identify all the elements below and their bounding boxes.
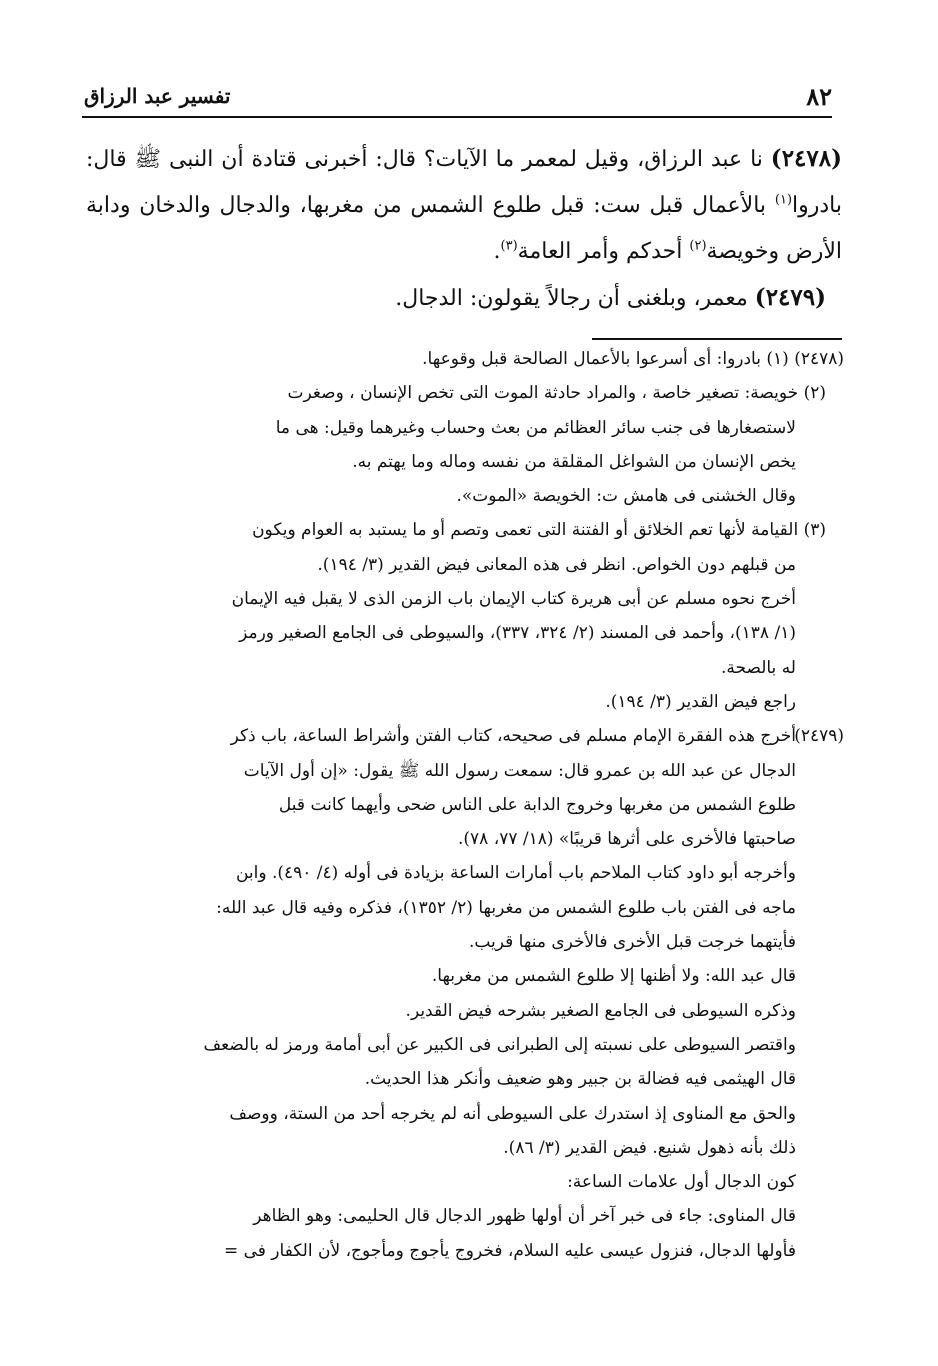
- hadith-2479: [86, 275, 842, 322]
- footnote-line: كون الدجال أول علامات الساعة:: [567, 1172, 796, 1193]
- main-text: [86, 136, 842, 322]
- hadith-text: بالأعمال قبل ست: قبل طلوع الشمس من مغربها، والدجال والدخان ودابة الأرض وخويصة: [86, 193, 842, 264]
- page-header: [84, 82, 832, 112]
- footnote-ref: (٢): [689, 238, 707, 254]
- footnote-line: وأخرجه أبو داود كتاب الملاحم باب أمارات الساعة بزيادة فى أوله (٤/ ٤٩٠). وابن: [235, 863, 796, 884]
- header-rule: [82, 116, 832, 118]
- footnote-line: قال المناوى: جاء فى خبر آخر أن أولها ظهور الدجال قال الحليمى: وهو الظاهر: [253, 1206, 796, 1227]
- hadith-text: .: [493, 239, 501, 264]
- footnote-ref: (١): [774, 192, 793, 208]
- footnote-line: لاستصغارها فى جنب سائر العظائم من بعث وحساب وغيرهما وقيل: هى ما: [275, 417, 796, 438]
- footnote-line: [92, 719, 844, 753]
- footnote-label: (٢٤٧٩): [794, 726, 844, 747]
- hadith-text: نا عبد الرزاق، وقيل لمعمر ما الآيات؟ قال: أخبرنى قتادة أن النبى ﷺ قال: بادروا: [86, 147, 842, 218]
- hadith-number: (٢٤٧٩): [754, 284, 826, 311]
- hadith-number: (٢٤٧٨): [770, 145, 842, 172]
- footnote-separator: [592, 338, 842, 340]
- footnote-line: راجع فيض القدير (٣/ ١٩٤).: [605, 691, 796, 712]
- footnote-line: قال عبد الله: ولا أظنها إلا طلوع الشمس من مغربها.: [431, 966, 796, 987]
- footnote-line: (١/ ١٣٨)، وأحمد فى المسند (٢/ ٣٢٤، ٣٣٧)، والسيوطى فى الجامع الصغير ورمز: [239, 623, 796, 644]
- footnote-line: ماجه فى الفتن باب طلوع الشمس من مغربها (٢/ ١٣٥٢)، فذكره وفيه قال عبد الله:: [216, 897, 796, 918]
- footnotes: [92, 342, 844, 1268]
- footnote-line: أخرج نحوه مسلم عن أبى هريرة كتاب الإيمان باب الزمن الذى لا يقبل فيه الإيمان: [231, 589, 796, 610]
- hadith-text: أحدكم وأمر العامة: [517, 239, 690, 264]
- footnote-ref: (٣): [500, 238, 518, 254]
- footnote-line: له بالصحة.: [720, 657, 796, 678]
- hadith-2478: [86, 136, 842, 275]
- footnote-line: (٣) القيامة لأنها تعم الخلائق أو الفتنة التى تعمى وتصم أو ما يستبد به العوام ويكون: [252, 520, 826, 541]
- footnote-line: (٢) خويصة: تصغير خاصة ، والمراد حادثة الموت التى تخص الإنسان ، وصغرت: [287, 383, 826, 404]
- footnote-line: يخص الإنسان من الشواغل المقلقة من نفسه وماله وما يهتم به.: [352, 451, 796, 472]
- footnote-line: ذلك بأنه ذهول شنيع. فيض القدير (٣/ ٨٦).: [503, 1137, 796, 1158]
- footnote-line: (٢٤٧٨) (١) بادروا: أى أسرعوا بالأعمال الصالحة قبل وقوعها.: [422, 349, 844, 369]
- footnote-line: وذكره السيوطى فى الجامع الصغير بشرحه فيض القدير.: [405, 1000, 796, 1021]
- footnote-line: قال الهيثمى فيه فضالة بن جبير وهو ضعيف وأنكر هذا الحديث.: [364, 1069, 796, 1090]
- footnote-line: من قبلهم دون الخواص. انظر فى هذه المعانى فيض القدير (٣/ ١٩٤).: [317, 554, 796, 575]
- footnote-line: فأيتهما خرجت قبل الأخرى فالأخرى منها قريب.: [468, 932, 796, 953]
- footnote-line: الدجال عن عبد الله بن عمرو قال: سمعت رسول الله ﷺ يقول: «إن أول الآيات: [243, 760, 796, 781]
- hadith-text: معمر، وبلغنى أن رجالاً يقولون: الدجال.: [395, 286, 755, 311]
- running-title: تفسير عبد الرزاق: [84, 84, 231, 108]
- footnote-line: والحق مع المناوى إذ استدرك على السيوطى أنه لم يخرجه أحد من الستة، ووصف: [229, 1103, 796, 1124]
- footnote-text: أخرج هذه الفقرة الإمام مسلم فى صحيحه، كتاب الفتن وأشراط الساعة، باب ذكر: [230, 726, 796, 747]
- footnote-line: وقال الخشنى فى هامش ت: الخويصة «الموت».: [456, 486, 796, 507]
- footnote-line: واقتصر السيوطى على نسبته إلى الطبرانى فى الكبير عن أبى أمامة ورمز له بالضعف: [203, 1034, 796, 1055]
- page-number: ٨٢: [806, 82, 832, 111]
- footnote-line: صاحبتها فالأخرى على أثرها قريبًا» (١٨/ ٧٧، ٧٨).: [458, 829, 796, 850]
- footnote-line: طلوع الشمس من مغربها وخروج الدابة على الناس ضحى وأيهما كانت قبل: [278, 794, 796, 815]
- footnote-line: فأولها الدجال، فنزول عيسى عليه السلام، فخروج يأجوج ومأجوج، لأن الكفار فى =: [223, 1240, 796, 1261]
